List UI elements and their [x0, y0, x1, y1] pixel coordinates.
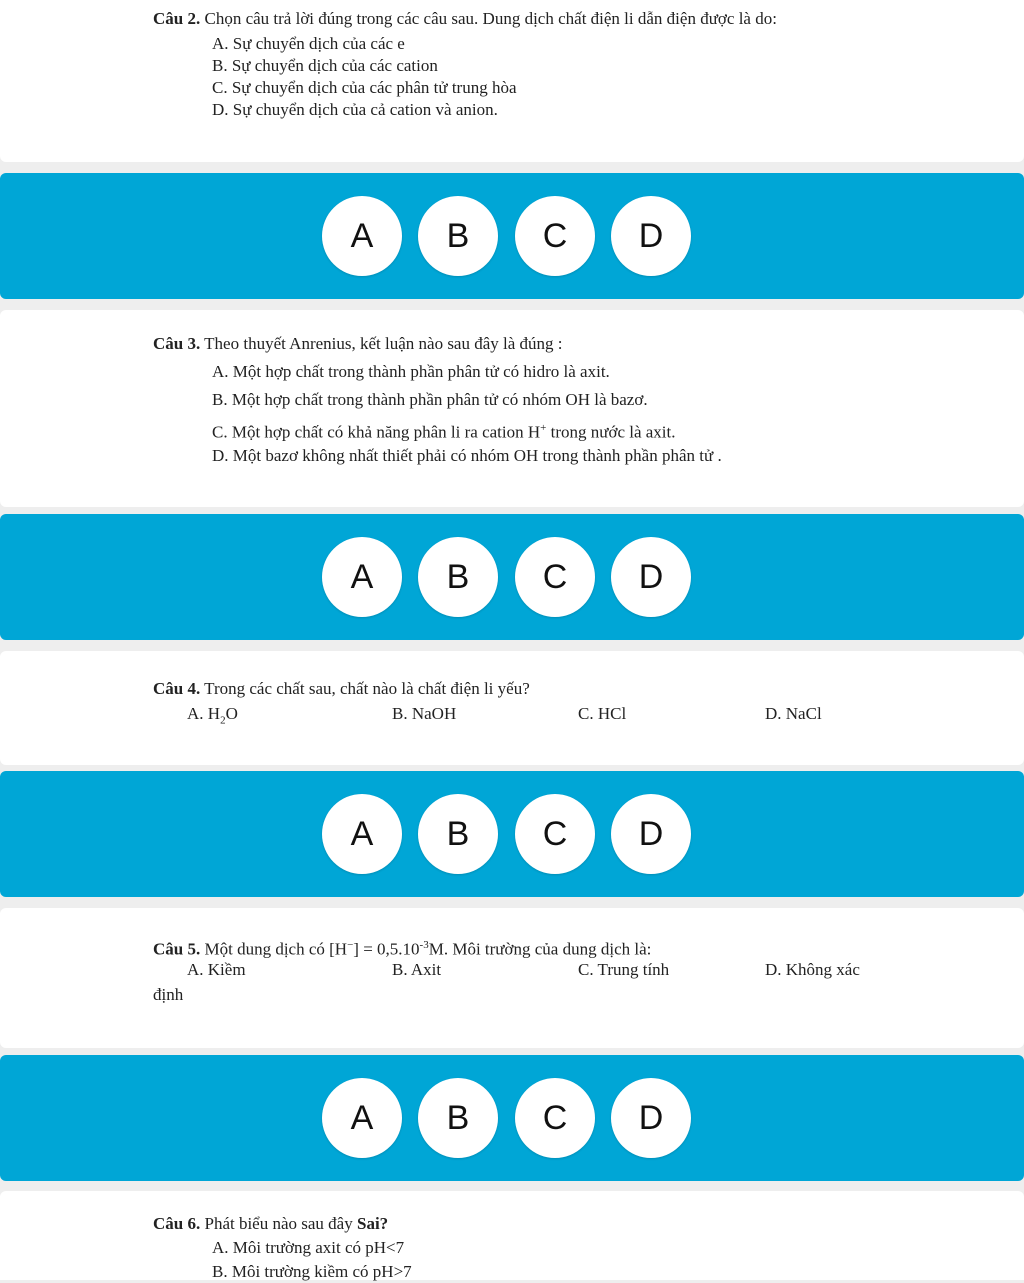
- option-d: D. Một bazơ không nhất thiết phải có nhóm OH trong thành phần phân tử .: [212, 446, 722, 465]
- option-b: B. NaOH: [392, 704, 457, 723]
- answer-c-button[interactable]: C: [515, 794, 595, 874]
- question-number: Câu 4.: [153, 679, 201, 698]
- question-card-3: [0, 310, 1024, 507]
- option-c: C. Một hợp chất có khả năng phân li ra cation H+ trong nước là axit.: [212, 422, 676, 442]
- option-b: B. Môi trường kiềm có pH>7: [212, 1262, 412, 1281]
- option-c: C. HCl: [578, 704, 627, 723]
- answer-d-button[interactable]: D: [611, 537, 691, 617]
- option-a: A. $H_2O$: [187, 704, 238, 727]
- answer-band: [0, 514, 1024, 640]
- answer-b-button[interactable]: B: [418, 196, 498, 276]
- answer-a-button[interactable]: A: [322, 196, 402, 276]
- answer-c-button[interactable]: C: [515, 537, 595, 617]
- answer-d-button[interactable]: D: [611, 794, 691, 874]
- option-d: D. Không xác: [765, 960, 860, 979]
- answer-b-button[interactable]: B: [418, 1078, 498, 1158]
- answer-c-button[interactable]: C: [515, 1078, 595, 1158]
- option-a: A. Kiềm: [187, 960, 246, 979]
- question-card-4: [0, 651, 1024, 765]
- question-text: Câu 4. Trong các chất sau, chất nào là chất điện li yếu?: [153, 679, 530, 698]
- answer-c-button[interactable]: C: [515, 196, 595, 276]
- question-number: Câu 6.: [153, 1214, 201, 1233]
- question-number: Câu 3.: [153, 334, 201, 353]
- option-c: C. Sự chuyển dịch của các phân tử trung hòa: [212, 78, 517, 97]
- question-number: Câu 2.: [153, 9, 201, 28]
- answer-d-button[interactable]: D: [611, 196, 691, 276]
- option-b: B. Sự chuyển dịch của các cation: [212, 56, 438, 75]
- option-d-wrap: định: [153, 985, 184, 1004]
- answer-a-button[interactable]: A: [322, 794, 402, 874]
- option-b: B. Axit: [392, 960, 442, 979]
- option-b: B. Một hợp chất trong thành phần phân tử có nhóm OH là bazơ.: [212, 390, 648, 409]
- option-d: D. NaCl: [765, 704, 822, 723]
- question-text: Câu 2. Chọn câu trả lời đúng trong các câu sau. Dung dịch chất điện li dẫn điện được là do:: [153, 9, 777, 28]
- answer-a-button[interactable]: A: [322, 537, 402, 617]
- question-card-5: [0, 908, 1024, 1048]
- question-text: Câu 6. Phát biểu nào sau đây Sai?: [153, 1214, 389, 1233]
- answer-band: [0, 1055, 1024, 1181]
- question-number: Câu 5.: [153, 939, 201, 959]
- question-card-6: [0, 1191, 1024, 1280]
- option-a: A. Môi trường axit có pH<7: [212, 1238, 405, 1257]
- question-text: Câu 3. Theo thuyết Anrenius, kết luận nào sau đây là đúng :: [153, 334, 563, 353]
- option-a: A. Một hợp chất trong thành phần phân tử có hidro là axit.: [212, 362, 610, 381]
- question-card-2: [0, 0, 1024, 162]
- answer-b-button[interactable]: B: [418, 794, 498, 874]
- answer-band: [0, 771, 1024, 897]
- option-d: D. Sự chuyển dịch của cả cation và anion.: [212, 100, 498, 119]
- answer-d-button[interactable]: D: [611, 1078, 691, 1158]
- option-a: A. Sự chuyển dịch của các e: [212, 34, 405, 53]
- answer-a-button[interactable]: A: [322, 1078, 402, 1158]
- answer-b-button[interactable]: B: [418, 537, 498, 617]
- option-c: C. Trung tính: [578, 960, 670, 979]
- answer-band: [0, 173, 1024, 299]
- question-text: Câu 5. Một dung dịch có $[H^-] = 0,5.10^{-3}M$. Môi trường của dung dịch là:: [153, 939, 652, 959]
